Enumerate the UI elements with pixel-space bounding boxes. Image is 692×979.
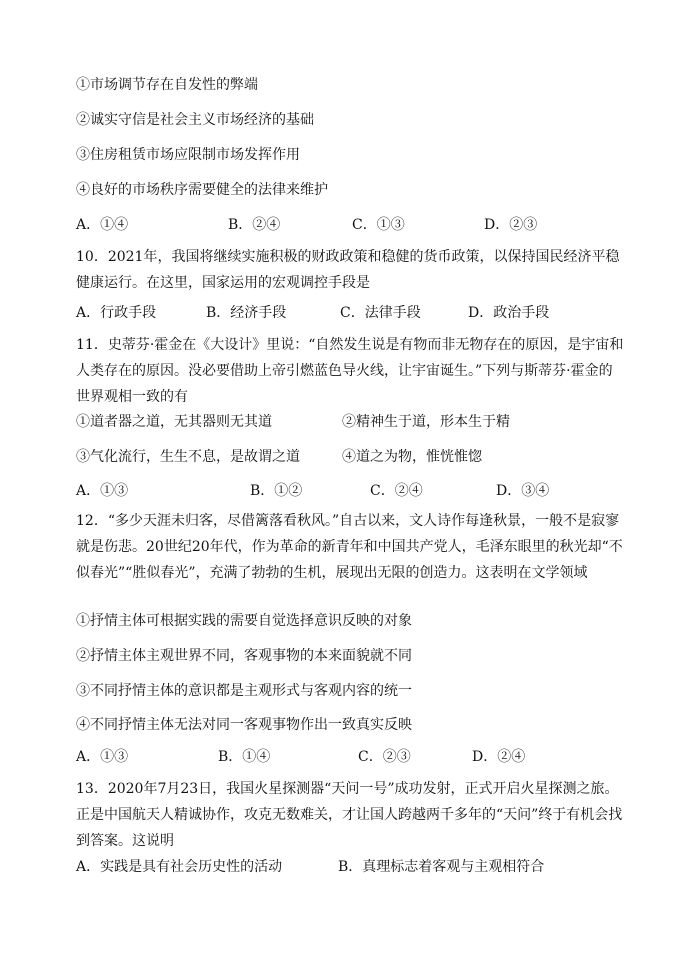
q11-statement-4: ④道之为物，惟恍惟惚 [342,449,482,465]
q10-option-c: C．法律手段 [340,305,421,321]
q12-option-b: B．①④ [218,749,271,765]
q11-option-d: D．③④ [496,483,550,499]
q11-stem: 11．史蒂芬·霍金在《大设计》里说：“自然发生说是有物而非无物存在的原因，是宇宙和人类存在的原因。没必要借助上帝引燃蓝色导火线，让宇宙诞生。”下列与斯蒂芬·霍金的世界观相一致的有 [76,337,624,405]
q9-option-c: C．①③ [352,217,405,233]
q12-option-c: C．②③ [358,749,411,765]
q13-option-a: A．实践是具有社会历史性的活动 [76,859,283,875]
q9-option-a: A．①④ [76,217,129,233]
q9-statement-3: ③住房租赁市场应限制市场发挥作用 [76,147,300,163]
q12-statement-3: ③不同抒情主体的意识都是主观形式与客观内容的统一 [76,683,412,699]
q11-statement-2: ②精神生于道，形本生于精 [342,414,510,430]
q11-option-a: A．①③ [76,483,129,499]
q10-stem: 10．2021年，我国将继续实施积极的财政政策和稳健的货币政策，以保持国民经济平稳健康运行。在这里，国家运用的宏观调控手段是 [76,249,620,291]
q12-option-a: A．①③ [76,749,129,765]
q9-statement-4: ④良好的市场秩序需要健全的法律来维护 [76,182,328,198]
q11-statement-1: ①道者器之道，无其器则无其道 [76,414,272,430]
q11-option-b: B．①② [250,483,303,499]
q10-option-d: D．政治手段 [468,305,550,321]
q12-stem: 12．“多少天涯未归客，尽借篱落看秋风。”自古以来，文人诗作每逢秋景，一般不是寂寥就是伤悲。20世纪20年代，作为革命的新青年和中国共产党人，毛泽东眼里的秋光却“不似春光”“胜似春光”，充满了勃勃的生机，展现出无限的创造力。这表明在文学领域 [76,513,623,581]
q13-option-b: B．真理标志着客观与主观相符合 [338,859,545,875]
q9-statement-1: ①市场调节存在自发性的弊端 [76,77,258,93]
q12-statement-1: ①抒情主体可根据实践的需要自觉选择意识反映的对象 [76,613,412,629]
q12-statement-4: ④不同抒情主体无法对同一客观事物作出一致真实反映 [76,717,412,733]
q12-option-d: D．②④ [472,749,526,765]
q13-stem: 13．2020年7月23日，我国火星探测器“天问一号”成功发射，正式开启火星探测之旅。正是中国航天人精诚协作，攻克无数难关，才让国人跨越两千多年的“天问”终于有机会找到答案。这说明 [76,781,623,849]
q11-option-c: C．②④ [370,483,423,499]
q10-option-b: B．经济手段 [206,305,287,321]
q9-option-d: D．②③ [484,217,538,233]
q9-option-b: B．②④ [228,217,281,233]
q9-statement-2: ②诚实守信是社会主义市场经济的基础 [76,112,314,128]
q10-option-a: A．行政手段 [76,305,157,321]
q12-statement-2: ②抒情主体主观世界不同，客观事物的本来面貌就不同 [76,648,412,664]
q11-statement-3: ③气化流行，生生不息，是故谓之道 [76,449,300,465]
